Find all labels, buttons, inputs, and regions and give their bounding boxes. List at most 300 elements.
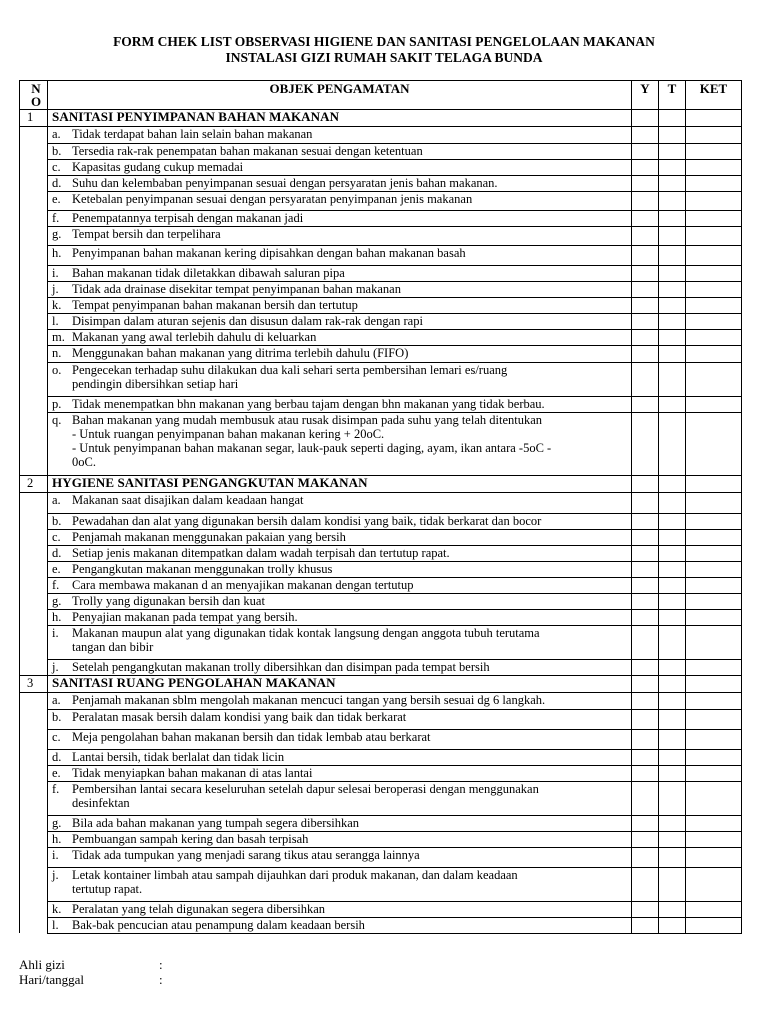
- item-ket-field[interactable]: [686, 493, 742, 514]
- hari-tanggal-colon: :: [159, 972, 163, 987]
- item-y-checkbox[interactable]: [632, 396, 659, 412]
- item-no-cell: [20, 867, 48, 901]
- checklist-item-row: [20, 281, 742, 297]
- item-y-checkbox[interactable]: [632, 159, 659, 175]
- item-objek-cell: [48, 362, 632, 396]
- item-text: Bak-bak pencucian atau penampung dalam keadaan bersih: [72, 917, 365, 932]
- item-ket-field[interactable]: [686, 847, 742, 867]
- checklist-table: [19, 80, 742, 934]
- item-letter: p.: [52, 396, 62, 411]
- item-text: Menggunakan bahan makanan yang ditrima terlebih dahulu (FIFO): [72, 345, 409, 360]
- item-t-checkbox[interactable]: [659, 513, 686, 529]
- item-text: Kapasitas gudang cukup memadai: [72, 159, 244, 174]
- item-t-checkbox[interactable]: [659, 281, 686, 297]
- item-objek-cell: [48, 867, 632, 901]
- item-no-cell: [20, 362, 48, 396]
- checklist-item-row: [20, 749, 742, 765]
- item-letter: l.: [52, 917, 59, 932]
- item-objek-cell: [48, 815, 632, 831]
- item-y-checkbox[interactable]: [632, 412, 659, 476]
- title-line-2: INSTALASI GIZI RUMAH SAKIT TELAGA BUNDA: [225, 50, 543, 65]
- item-ket-field[interactable]: [686, 765, 742, 781]
- item-text: Penempatannya terpisah dengan makanan jadi: [72, 210, 304, 225]
- item-text: Pengangkutan makanan menggunakan trolly khusus: [72, 561, 333, 576]
- item-y-checkbox[interactable]: [632, 245, 659, 265]
- item-no-cell: [20, 577, 48, 593]
- item-objek-cell: [48, 265, 632, 281]
- item-t-checkbox[interactable]: [659, 609, 686, 625]
- item-t-checkbox[interactable]: [659, 545, 686, 561]
- item-letter: d.: [52, 749, 62, 764]
- item-ket-field[interactable]: [686, 210, 742, 226]
- form-title: [0, 34, 768, 66]
- checklist-item-row: [20, 831, 742, 847]
- item-t-checkbox[interactable]: [659, 529, 686, 545]
- item-text: Bahan makanan tidak diletakkan dibawah saluran pipa: [72, 265, 345, 280]
- item-y-checkbox[interactable]: [632, 831, 659, 847]
- checklist-item-row: [20, 765, 742, 781]
- item-letter: a.: [52, 127, 61, 141]
- item-letter: h.: [52, 831, 62, 846]
- item-ket-field[interactable]: [686, 412, 742, 476]
- item-no-cell: [20, 593, 48, 609]
- item-ket-field[interactable]: [686, 226, 742, 245]
- item-y-checkbox[interactable]: [632, 815, 659, 831]
- item-ket-field[interactable]: [686, 815, 742, 831]
- item-ket-field[interactable]: [686, 709, 742, 729]
- item-no-cell: [20, 729, 48, 749]
- checklist-item-row: [20, 901, 742, 917]
- item-y-checkbox[interactable]: [632, 545, 659, 561]
- item-t-checkbox[interactable]: [659, 709, 686, 729]
- checklist-item-row: [20, 175, 742, 191]
- item-letter: k.: [52, 901, 62, 916]
- item-letter: f.: [52, 781, 60, 796]
- checklist-item-row: [20, 709, 742, 729]
- header-y: [632, 81, 659, 110]
- item-text-line: tangan dan bibir: [72, 639, 154, 654]
- item-objek-cell: [48, 412, 632, 476]
- checklist-item-row: [20, 847, 742, 867]
- item-y-checkbox[interactable]: [632, 577, 659, 593]
- checklist-item-row: [20, 127, 742, 144]
- item-t-checkbox[interactable]: [659, 917, 686, 933]
- item-y-checkbox[interactable]: [632, 127, 659, 144]
- item-objek-cell: [48, 513, 632, 529]
- checklist-item-row: [20, 577, 742, 593]
- item-letter: g.: [52, 226, 62, 241]
- item-text-line: pendingin dibersihkan setiap hari: [72, 376, 239, 391]
- item-ket-field[interactable]: [686, 781, 742, 815]
- item-ket-field[interactable]: [686, 917, 742, 933]
- item-text: Tidak ada drainase disekitar tempat penyimpanan bahan makanan: [72, 281, 401, 296]
- checklist-item-row: [20, 561, 742, 577]
- item-y-checkbox[interactable]: [632, 281, 659, 297]
- item-objek-cell: [48, 831, 632, 847]
- checklist-item-row: [20, 265, 742, 281]
- item-letter: h.: [52, 609, 62, 624]
- item-text: Tidak terdapat bahan lain selain bahan makanan: [72, 127, 313, 141]
- item-t-checkbox[interactable]: [659, 297, 686, 313]
- checklist-item-row: [20, 210, 742, 226]
- item-t-checkbox[interactable]: [659, 210, 686, 226]
- item-text: Tempat penyimpanan bahan makanan bersih dan tertutup: [72, 297, 358, 312]
- item-objek-cell: [48, 281, 632, 297]
- item-y-checkbox[interactable]: [632, 226, 659, 245]
- item-no-cell: [20, 901, 48, 917]
- item-y-checkbox[interactable]: [632, 901, 659, 917]
- item-text: Bila ada bahan makanan yang tumpah segera dibersihkan: [72, 815, 360, 830]
- item-no-cell: [20, 329, 48, 345]
- item-ket-field[interactable]: [686, 329, 742, 345]
- item-letter: k.: [52, 297, 62, 312]
- item-t-checkbox[interactable]: [659, 693, 686, 710]
- item-letter: o.: [52, 362, 62, 377]
- item-text-line: Bahan makanan yang mudah membusuk atau rusak disimpan pada suhu yang telah ditentukan: [72, 412, 543, 427]
- header-t: [659, 81, 686, 110]
- item-letter: d.: [52, 545, 62, 560]
- item-t-checkbox[interactable]: [659, 831, 686, 847]
- item-t-checkbox[interactable]: [659, 265, 686, 281]
- section-ket-cell: [686, 676, 742, 693]
- item-y-checkbox[interactable]: [632, 867, 659, 901]
- item-objek-cell: [48, 159, 632, 175]
- item-t-checkbox[interactable]: [659, 313, 686, 329]
- item-text: Setelah pengangkutan makanan trolly dibersihkan dan disimpan pada tempat bersih: [72, 659, 490, 674]
- checklist-body: [20, 110, 742, 934]
- item-letter: b.: [52, 709, 62, 724]
- item-objek-cell: [48, 210, 632, 226]
- item-ket-field[interactable]: [686, 561, 742, 577]
- item-t-checkbox[interactable]: [659, 781, 686, 815]
- item-ket-field[interactable]: [686, 749, 742, 765]
- item-ket-field[interactable]: [686, 529, 742, 545]
- item-letter: c.: [52, 159, 61, 174]
- item-t-checkbox[interactable]: [659, 659, 686, 676]
- item-no-cell: [20, 281, 48, 297]
- item-no-cell: [20, 297, 48, 313]
- item-y-checkbox[interactable]: [632, 729, 659, 749]
- item-y-checkbox[interactable]: [632, 175, 659, 191]
- item-y-checkbox[interactable]: [632, 329, 659, 345]
- item-objek-cell: [48, 847, 632, 867]
- item-y-checkbox[interactable]: [632, 493, 659, 514]
- item-text-line: Pembersihan lantai secara keseluruhan setelah dapur selesai beroperasi dengan menggunakan: [72, 781, 539, 796]
- item-ket-field[interactable]: [686, 143, 742, 159]
- item-no-cell: [20, 245, 48, 265]
- item-objek-cell: [48, 226, 632, 245]
- header-ket: [686, 81, 742, 110]
- item-no-cell: [20, 412, 48, 476]
- item-no-cell: [20, 175, 48, 191]
- item-ket-field[interactable]: [686, 159, 742, 175]
- item-y-checkbox[interactable]: [632, 313, 659, 329]
- item-t-checkbox[interactable]: [659, 493, 686, 514]
- item-t-checkbox[interactable]: [659, 396, 686, 412]
- item-ket-field[interactable]: [686, 191, 742, 210]
- checklist-item-row: [20, 513, 742, 529]
- item-text: Meja pengolahan bahan makanan bersih dan tidak lembab atau berkarat: [72, 729, 431, 744]
- item-objek-cell: [48, 493, 632, 514]
- item-objek-cell: [48, 693, 632, 710]
- header-ket-label: KET: [699, 81, 728, 96]
- section-y-cell: [632, 110, 659, 127]
- item-text: Pewadahan dan alat yang digunakan bersih dalam kondisi yang baik, tidak berkarat dan bocor: [72, 513, 542, 528]
- item-t-checkbox[interactable]: [659, 412, 686, 476]
- item-ket-field[interactable]: [686, 901, 742, 917]
- checklist-item-row: [20, 345, 742, 362]
- item-t-checkbox[interactable]: [659, 226, 686, 245]
- item-y-checkbox[interactable]: [632, 561, 659, 577]
- item-objek-cell: [48, 709, 632, 729]
- item-y-checkbox[interactable]: [632, 513, 659, 529]
- item-t-checkbox[interactable]: [659, 329, 686, 345]
- checklist-item-row: [20, 412, 742, 476]
- item-objek-cell: [48, 245, 632, 265]
- item-ket-field[interactable]: [686, 545, 742, 561]
- item-objek-cell: [48, 175, 632, 191]
- item-text: Pembuangan sampah kering dan basah terpisah: [72, 831, 309, 846]
- item-objek-cell: [48, 329, 632, 345]
- item-letter: f.: [52, 210, 60, 225]
- item-t-checkbox[interactable]: [659, 362, 686, 396]
- item-t-checkbox[interactable]: [659, 765, 686, 781]
- checklist-item-row: [20, 159, 742, 175]
- item-text-line: 0oC.: [72, 454, 96, 469]
- item-objek-cell: [48, 561, 632, 577]
- item-t-checkbox[interactable]: [659, 175, 686, 191]
- item-ket-field[interactable]: [686, 609, 742, 625]
- item-ket-field[interactable]: [686, 127, 742, 144]
- item-ket-field[interactable]: [686, 362, 742, 396]
- header-row: [20, 81, 742, 110]
- item-y-checkbox[interactable]: [632, 659, 659, 676]
- item-text: Tersedia rak-rak penempatan bahan makanan sesuai dengan ketentuan: [72, 143, 423, 158]
- section-t-cell: [659, 110, 686, 127]
- item-t-checkbox[interactable]: [659, 577, 686, 593]
- item-y-checkbox[interactable]: [632, 143, 659, 159]
- item-no-cell: [20, 709, 48, 729]
- item-t-checkbox[interactable]: [659, 867, 686, 901]
- hari-tanggal-label: Hari/tanggal: [19, 972, 84, 987]
- item-ket-field[interactable]: [686, 396, 742, 412]
- item-objek-cell: [48, 191, 632, 210]
- checklist-item-row: [20, 297, 742, 313]
- section-row: [20, 476, 742, 493]
- item-letter: d.: [52, 175, 62, 190]
- header-objek-label: OBJEK PENGAMATAN: [269, 81, 410, 96]
- item-ket-field[interactable]: [686, 867, 742, 901]
- item-letter: q.: [52, 412, 62, 427]
- item-t-checkbox[interactable]: [659, 159, 686, 175]
- checklist-item-row: [20, 781, 742, 815]
- item-t-checkbox[interactable]: [659, 901, 686, 917]
- item-objek-cell: [48, 396, 632, 412]
- item-ket-field[interactable]: [686, 175, 742, 191]
- item-no-cell: [20, 159, 48, 175]
- item-letter: i.: [52, 847, 59, 862]
- checklist-item-row: [20, 313, 742, 329]
- header-objek: [48, 81, 632, 110]
- checklist-item-row: [20, 609, 742, 625]
- item-ket-field[interactable]: [686, 513, 742, 529]
- header-no: [20, 81, 48, 110]
- item-ket-field[interactable]: [686, 659, 742, 676]
- item-text: Lantai bersih, tidak berlalat dan tidak licin: [72, 749, 285, 764]
- checklist-item-row: [20, 396, 742, 412]
- checklist-item-row: [20, 362, 742, 396]
- item-y-checkbox[interactable]: [632, 362, 659, 396]
- item-letter: j.: [52, 281, 59, 296]
- item-text-line: desinfektan: [72, 795, 130, 810]
- item-no-cell: [20, 313, 48, 329]
- item-no-cell: [20, 210, 48, 226]
- item-objek-cell: [48, 659, 632, 676]
- item-no-cell: [20, 659, 48, 676]
- item-text-line: - Untuk ruangan penyimpanan bahan makanan kering + 20oC.: [72, 426, 385, 441]
- item-no-cell: [20, 127, 48, 144]
- item-ket-field[interactable]: [686, 729, 742, 749]
- item-y-checkbox[interactable]: [632, 781, 659, 815]
- item-t-checkbox[interactable]: [659, 593, 686, 609]
- item-t-checkbox[interactable]: [659, 815, 686, 831]
- item-objek-cell: [48, 625, 632, 659]
- item-ket-field[interactable]: [686, 313, 742, 329]
- item-ket-field[interactable]: [686, 831, 742, 847]
- item-no-cell: [20, 513, 48, 529]
- item-t-checkbox[interactable]: [659, 345, 686, 362]
- item-no-cell: [20, 493, 48, 514]
- item-y-checkbox[interactable]: [632, 191, 659, 210]
- item-no-cell: [20, 781, 48, 815]
- item-text: Trolly yang digunakan bersih dan kuat: [72, 593, 265, 608]
- item-y-checkbox[interactable]: [632, 847, 659, 867]
- signature-footer: [19, 957, 163, 987]
- item-ket-field[interactable]: [686, 345, 742, 362]
- item-objek-cell: [48, 345, 632, 362]
- item-t-checkbox[interactable]: [659, 143, 686, 159]
- checklist-item-row: [20, 143, 742, 159]
- item-ket-field[interactable]: [686, 577, 742, 593]
- item-y-checkbox[interactable]: [632, 765, 659, 781]
- section-number: 1: [20, 110, 48, 127]
- item-ket-field[interactable]: [686, 693, 742, 710]
- item-letter: a.: [52, 493, 61, 507]
- item-y-checkbox[interactable]: [632, 529, 659, 545]
- item-text: Tidak menempatkan bhn makanan yang berbau tajam dengan bhn makanan yang tidak berbau.: [72, 396, 545, 411]
- item-y-checkbox[interactable]: [632, 265, 659, 281]
- section-t-cell: [659, 476, 686, 493]
- item-no-cell: [20, 847, 48, 867]
- item-no-cell: [20, 226, 48, 245]
- section-row: [20, 110, 742, 127]
- item-objek-cell: [48, 313, 632, 329]
- item-text: Tidak ada tumpukan yang menjadi sarang tikus atau serangga lainnya: [72, 847, 420, 862]
- item-no-cell: [20, 693, 48, 710]
- item-text: Suhu dan kelembaban penyimpanan sesuai dengan persyaratan jenis bahan makanan.: [72, 175, 498, 190]
- item-text: Tidak menyiapkan bahan makanan di atas lantai: [72, 765, 313, 780]
- item-y-checkbox[interactable]: [632, 749, 659, 765]
- item-objek-cell: [48, 749, 632, 765]
- checklist-item-row: [20, 815, 742, 831]
- item-objek-cell: [48, 297, 632, 313]
- item-text-line: Pengecekan terhadap suhu dilakukan dua kali sehari serta pembersihan lemari es/ruang: [72, 362, 508, 377]
- item-ket-field[interactable]: [686, 593, 742, 609]
- item-text: Penyimpanan bahan makanan kering dipisahkan dengan bahan makanan basah: [72, 245, 466, 260]
- item-objek-cell: [48, 127, 632, 144]
- item-y-checkbox[interactable]: [632, 693, 659, 710]
- ahli-gizi-label: Ahli gizi: [19, 957, 65, 972]
- item-ket-field[interactable]: [686, 281, 742, 297]
- item-ket-field[interactable]: [686, 265, 742, 281]
- item-ket-field[interactable]: [686, 245, 742, 265]
- item-t-checkbox[interactable]: [659, 729, 686, 749]
- item-letter: c.: [52, 529, 61, 544]
- item-t-checkbox[interactable]: [659, 625, 686, 659]
- item-y-checkbox[interactable]: [632, 593, 659, 609]
- item-letter: l.: [52, 313, 59, 328]
- item-text: Setiap jenis makanan ditempatkan dalam wadah terpisah dan tertutup rapat.: [72, 545, 450, 560]
- checklist-item-row: [20, 245, 742, 265]
- item-no-cell: [20, 265, 48, 281]
- item-text-line: - Untuk penyimpanan bahan makanan segar, lauk-pauk seperti daging, ayam, ikan antara -5oC -: [72, 440, 552, 455]
- item-objek-cell: [48, 545, 632, 561]
- item-letter: j.: [52, 659, 59, 674]
- item-y-checkbox[interactable]: [632, 297, 659, 313]
- item-t-checkbox[interactable]: [659, 749, 686, 765]
- item-y-checkbox[interactable]: [632, 210, 659, 226]
- item-letter: f.: [52, 577, 60, 592]
- checklist-item-row: [20, 493, 742, 514]
- item-t-checkbox[interactable]: [659, 191, 686, 210]
- item-no-cell: [20, 345, 48, 362]
- item-t-checkbox[interactable]: [659, 561, 686, 577]
- item-letter: b.: [52, 143, 62, 158]
- item-ket-field[interactable]: [686, 297, 742, 313]
- section-number: 3: [20, 676, 48, 693]
- item-y-checkbox[interactable]: [632, 625, 659, 659]
- item-t-checkbox[interactable]: [659, 245, 686, 265]
- section-y-cell: [632, 476, 659, 493]
- item-letter: e.: [52, 561, 61, 576]
- item-y-checkbox[interactable]: [632, 345, 659, 362]
- section-ket-cell: [686, 110, 742, 127]
- section-y-cell: [632, 676, 659, 693]
- item-t-checkbox[interactable]: [659, 847, 686, 867]
- checklist-item-row: [20, 729, 742, 749]
- item-letter: e.: [52, 765, 61, 780]
- item-no-cell: [20, 529, 48, 545]
- item-ket-field[interactable]: [686, 625, 742, 659]
- item-y-checkbox[interactable]: [632, 709, 659, 729]
- item-no-cell: [20, 545, 48, 561]
- item-text: Makanan yang awal terlebih dahulu di keluarkan: [72, 329, 317, 344]
- title-line-1: FORM CHEK LIST OBSERVASI HIGIENE DAN SANITASI PENGELOLAAN MAKANAN: [113, 34, 655, 49]
- hari-tanggal-row: [19, 972, 163, 987]
- item-text-line: tertutup rapat.: [72, 881, 143, 896]
- item-text-line: Makanan maupun alat yang digunakan tidak kontak langsung dengan anggota tubuh terutama: [72, 625, 540, 640]
- header-no-label: N O: [30, 81, 42, 109]
- item-t-checkbox[interactable]: [659, 127, 686, 144]
- item-no-cell: [20, 561, 48, 577]
- item-objek-cell: [48, 917, 632, 933]
- item-letter: n.: [52, 345, 62, 360]
- item-letter: a.: [52, 693, 61, 707]
- item-y-checkbox[interactable]: [632, 609, 659, 625]
- item-no-cell: [20, 815, 48, 831]
- item-y-checkbox[interactable]: [632, 917, 659, 933]
- item-letter: j.: [52, 867, 59, 882]
